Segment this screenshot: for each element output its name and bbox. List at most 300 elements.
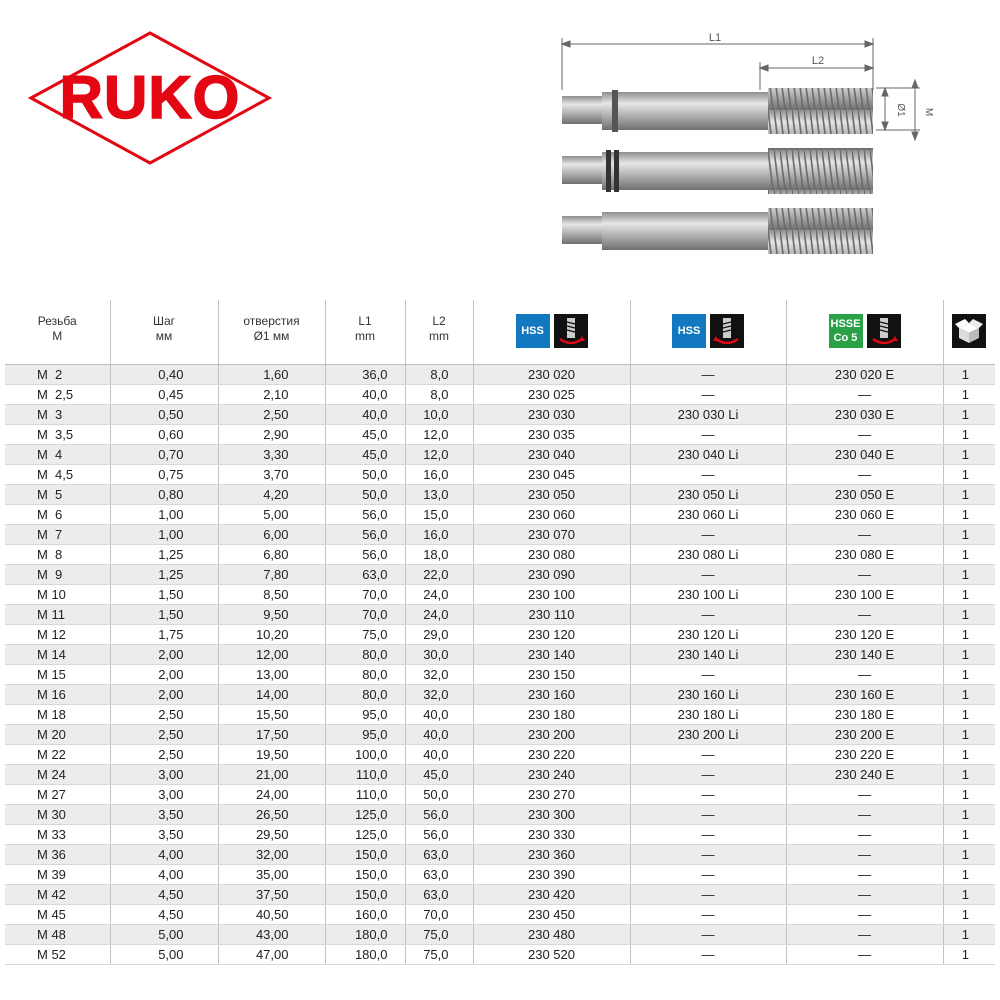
header-row: [5, 300, 995, 364]
hss-right-cell: 230 110: [473, 604, 630, 624]
hss-right-cell: 230 080: [473, 544, 630, 564]
thread-cell: M 3,5: [5, 424, 110, 444]
thread-cell: M 14: [5, 644, 110, 664]
table-row: [5, 624, 995, 644]
pack-qty-cell: 1: [943, 544, 995, 564]
hss-right-cell: 230 200: [473, 724, 630, 744]
hsse-co5-cell: —: [786, 864, 943, 884]
hss-left-cell: —: [630, 464, 786, 484]
hsse-co5-cell: —: [786, 824, 943, 844]
hss-left-cell: 230 080 Li: [630, 544, 786, 564]
pitch-cell: 0,50: [110, 404, 218, 424]
hsse-co5-cell: 230 160 E: [786, 684, 943, 704]
hss-right-cell: 230 220: [473, 744, 630, 764]
table-row: [5, 844, 995, 864]
hsse-co5-cell: 230 050 E: [786, 484, 943, 504]
table-row: [5, 384, 995, 404]
hole-cell: 13,00: [218, 664, 325, 684]
thread-cell: M 3: [5, 404, 110, 424]
l1-cell: 110,0: [325, 784, 405, 804]
l1-cell: 150,0: [325, 864, 405, 884]
ruko-logo: [28, 30, 272, 166]
pitch-cell: 1,25: [110, 544, 218, 564]
hss-left-cell: 230 050 Li: [630, 484, 786, 504]
hsse-co5-cell: 230 020 E: [786, 364, 943, 384]
pack-qty-cell: 1: [943, 384, 995, 404]
hss-left-cell: —: [630, 864, 786, 884]
pitch-cell: 4,00: [110, 844, 218, 864]
table-row: [5, 904, 995, 924]
table-row: [5, 544, 995, 564]
pitch-cell: 0,60: [110, 424, 218, 444]
pitch-cell: 0,70: [110, 444, 218, 464]
l1-cell: 40,0: [325, 384, 405, 404]
pitch-cell: 4,00: [110, 864, 218, 884]
pack-qty-cell: 1: [943, 744, 995, 764]
hss-left-cell: —: [630, 744, 786, 764]
hsse-co5-cell: —: [786, 884, 943, 904]
thread-cell: M 52: [5, 944, 110, 964]
hole-cell: 2,90: [218, 424, 325, 444]
hsse-co5-cell: 230 060 E: [786, 504, 943, 524]
hss-left-cell: —: [630, 784, 786, 804]
l2-cell: 13,0: [405, 484, 473, 504]
l2-cell: 10,0: [405, 404, 473, 424]
l1-cell: 45,0: [325, 444, 405, 464]
hss-badge: HSS: [672, 314, 706, 348]
thread-cell: M 33: [5, 824, 110, 844]
pitch-cell: 0,80: [110, 484, 218, 504]
hole-cell: 21,00: [218, 764, 325, 784]
pack-qty-cell: 1: [943, 784, 995, 804]
thread-cell: M 39: [5, 864, 110, 884]
l1-cell: 95,0: [325, 704, 405, 724]
pitch-cell: 5,00: [110, 924, 218, 944]
tap-table: [5, 300, 995, 965]
hss-right-cell: 230 390: [473, 864, 630, 884]
l2-cell: 75,0: [405, 944, 473, 964]
pack-qty-cell: 1: [943, 504, 995, 524]
hss-right-cell: 230 150: [473, 664, 630, 684]
pack-qty-cell: 1: [943, 444, 995, 464]
l1-cell: 56,0: [325, 524, 405, 544]
l1-cell: 56,0: [325, 544, 405, 564]
hole-cell: 9,50: [218, 604, 325, 624]
thread-cell: M 12: [5, 624, 110, 644]
hss-left-cell: —: [630, 944, 786, 964]
hsse-co5-cell: 230 120 E: [786, 624, 943, 644]
hsse-co5-cell: —: [786, 904, 943, 924]
header-hss-right: [473, 300, 630, 364]
l2-cell: 40,0: [405, 724, 473, 744]
l1-cell: 45,0: [325, 424, 405, 444]
hss-right-cell: 230 270: [473, 784, 630, 804]
thread-cell: M 15: [5, 664, 110, 684]
l1-cell: 36,0: [325, 364, 405, 384]
l2-cell: 16,0: [405, 524, 473, 544]
table-row: [5, 564, 995, 584]
pitch-cell: 1,25: [110, 564, 218, 584]
pack-qty-cell: 1: [943, 564, 995, 584]
thread-cell: M 2: [5, 364, 110, 384]
header-l1: L1 mm: [325, 300, 405, 364]
l1-cell: 40,0: [325, 404, 405, 424]
thread-cell: M 36: [5, 844, 110, 864]
box-icon: [952, 314, 986, 348]
pitch-cell: 0,45: [110, 384, 218, 404]
pitch-cell: 2,00: [110, 684, 218, 704]
l2-cell: 15,0: [405, 504, 473, 524]
l2-cell: 12,0: [405, 444, 473, 464]
table-row: [5, 704, 995, 724]
hss-left-cell: —: [630, 764, 786, 784]
hsse-co5-cell: —: [786, 944, 943, 964]
pack-qty-cell: 1: [943, 804, 995, 824]
l2-cell: 30,0: [405, 644, 473, 664]
hss-right-cell: 230 300: [473, 804, 630, 824]
pack-qty-cell: 1: [943, 604, 995, 624]
l2-cell: 8,0: [405, 364, 473, 384]
thread-cell: M 6: [5, 504, 110, 524]
hsse-co5-cell: —: [786, 564, 943, 584]
thread-cell: M 18: [5, 704, 110, 724]
pack-qty-cell: 1: [943, 464, 995, 484]
l1-cell: 80,0: [325, 644, 405, 664]
hss-right-cell: 230 045: [473, 464, 630, 484]
hss-right-cell: 230 420: [473, 884, 630, 904]
pitch-cell: 2,50: [110, 724, 218, 744]
tap-rotation-icon: [867, 314, 901, 348]
hss-left-cell: —: [630, 364, 786, 384]
pitch-cell: 3,00: [110, 784, 218, 804]
pack-qty-cell: 1: [943, 904, 995, 924]
l2-cell: 50,0: [405, 784, 473, 804]
tap-intermediate: [562, 148, 873, 194]
hsse-co5-cell: 230 240 E: [786, 764, 943, 784]
l1-cell: 75,0: [325, 624, 405, 644]
hole-cell: 10,20: [218, 624, 325, 644]
pack-qty-cell: 1: [943, 664, 995, 684]
thread-cell: M 22: [5, 744, 110, 764]
tap-plug: [562, 208, 873, 254]
l1-cell: 125,0: [325, 824, 405, 844]
pack-qty-cell: 1: [943, 704, 995, 724]
l1-cell: 70,0: [325, 604, 405, 624]
hole-cell: 2,50: [218, 404, 325, 424]
pitch-cell: 2,00: [110, 664, 218, 684]
l2-cell: 70,0: [405, 904, 473, 924]
pack-qty-cell: 1: [943, 584, 995, 604]
hole-cell: 4,20: [218, 484, 325, 504]
l1-cell: 180,0: [325, 924, 405, 944]
hole-cell: 43,00: [218, 924, 325, 944]
hss-right-cell: 230 120: [473, 624, 630, 644]
thread-cell: M 42: [5, 884, 110, 904]
l1-cell: 56,0: [325, 504, 405, 524]
hss-right-cell: 230 040: [473, 444, 630, 464]
thread-cell: M 45: [5, 904, 110, 924]
hole-cell: 1,60: [218, 364, 325, 384]
header-hss-left: [630, 300, 786, 364]
label-l2: L2: [811, 55, 825, 67]
hole-cell: 24,00: [218, 784, 325, 804]
hole-cell: 40,50: [218, 904, 325, 924]
table-row: [5, 724, 995, 744]
table-row: [5, 524, 995, 544]
table-row: [5, 404, 995, 424]
l1-cell: 180,0: [325, 944, 405, 964]
hsse-co5-cell: —: [786, 664, 943, 684]
header-thread: Резьба M: [5, 300, 110, 364]
l2-cell: 22,0: [405, 564, 473, 584]
table-row: [5, 644, 995, 664]
hsse-co5-cell: 230 030 E: [786, 404, 943, 424]
hole-cell: 26,50: [218, 804, 325, 824]
hsse-co5-cell: —: [786, 804, 943, 824]
hss-left-cell: 230 100 Li: [630, 584, 786, 604]
hss-right-cell: 230 180: [473, 704, 630, 724]
l1-cell: 125,0: [325, 804, 405, 824]
hss-right-cell: 230 360: [473, 844, 630, 864]
hole-cell: 14,00: [218, 684, 325, 704]
pack-qty-cell: 1: [943, 404, 995, 424]
pitch-cell: 2,00: [110, 644, 218, 664]
hsse-co5-cell: 230 080 E: [786, 544, 943, 564]
table-row: [5, 884, 995, 904]
hss-left-cell: 230 030 Li: [630, 404, 786, 424]
thread-cell: M 7: [5, 524, 110, 544]
hss-right-cell: 230 140: [473, 644, 630, 664]
tap-rotation-icon: [710, 314, 744, 348]
hss-left-cell: 230 140 Li: [630, 644, 786, 664]
table-row: [5, 944, 995, 964]
pack-qty-cell: 1: [943, 844, 995, 864]
pitch-cell: 1,50: [110, 584, 218, 604]
hss-right-cell: 230 050: [473, 484, 630, 504]
pack-qty-cell: 1: [943, 724, 995, 744]
hss-left-cell: —: [630, 924, 786, 944]
thread-cell: M 48: [5, 924, 110, 944]
l2-cell: 56,0: [405, 824, 473, 844]
hss-left-cell: —: [630, 604, 786, 624]
hss-left-cell: 230 120 Li: [630, 624, 786, 644]
hole-cell: 29,50: [218, 824, 325, 844]
hole-cell: 37,50: [218, 884, 325, 904]
hole-cell: 6,00: [218, 524, 325, 544]
hole-cell: 6,80: [218, 544, 325, 564]
l2-cell: 45,0: [405, 764, 473, 784]
thread-cell: M 11: [5, 604, 110, 624]
hss-left-cell: —: [630, 844, 786, 864]
hss-left-cell: 230 200 Li: [630, 724, 786, 744]
l2-cell: 29,0: [405, 624, 473, 644]
pitch-cell: 4,50: [110, 884, 218, 904]
l2-cell: 63,0: [405, 884, 473, 904]
l2-cell: 16,0: [405, 464, 473, 484]
hss-left-cell: 230 040 Li: [630, 444, 786, 464]
hole-cell: 15,50: [218, 704, 325, 724]
l1-cell: 50,0: [325, 484, 405, 504]
pack-qty-cell: 1: [943, 864, 995, 884]
l2-cell: 63,0: [405, 864, 473, 884]
l1-cell: 110,0: [325, 764, 405, 784]
hsse-co5-cell: —: [786, 424, 943, 444]
table-row: [5, 584, 995, 604]
l2-cell: 40,0: [405, 744, 473, 764]
table-row: [5, 504, 995, 524]
l2-cell: 32,0: [405, 664, 473, 684]
header-hsse-co5: [786, 300, 943, 364]
hss-left-cell: —: [630, 804, 786, 824]
l1-cell: 160,0: [325, 904, 405, 924]
table-row: [5, 664, 995, 684]
tap-taper: [562, 88, 873, 134]
hsse-co5-cell: 230 100 E: [786, 584, 943, 604]
pitch-cell: 1,50: [110, 604, 218, 624]
l1-cell: 150,0: [325, 844, 405, 864]
hsse-co5-cell: 230 220 E: [786, 744, 943, 764]
header-l2: L2 mm: [405, 300, 473, 364]
table-row: [5, 764, 995, 784]
pitch-cell: 4,50: [110, 904, 218, 924]
pitch-cell: 5,00: [110, 944, 218, 964]
table-row: [5, 444, 995, 464]
pitch-cell: 1,75: [110, 624, 218, 644]
table-row: [5, 464, 995, 484]
hss-left-cell: 230 180 Li: [630, 704, 786, 724]
pack-qty-cell: 1: [943, 684, 995, 704]
hsse-co5-cell: 230 200 E: [786, 724, 943, 744]
tap-rotation-icon: [554, 314, 588, 348]
thread-cell: M 16: [5, 684, 110, 704]
hsse-co5-cell: —: [786, 524, 943, 544]
l2-cell: 40,0: [405, 704, 473, 724]
pack-qty-cell: 1: [943, 924, 995, 944]
hole-cell: 2,10: [218, 384, 325, 404]
thread-cell: M 2,5: [5, 384, 110, 404]
hss-right-cell: 230 070: [473, 524, 630, 544]
l1-cell: 50,0: [325, 464, 405, 484]
table-row: [5, 924, 995, 944]
hss-badge: HSS: [516, 314, 550, 348]
l2-cell: 32,0: [405, 684, 473, 704]
hss-right-cell: 230 025: [473, 384, 630, 404]
hss-right-cell: 230 330: [473, 824, 630, 844]
pitch-cell: 0,40: [110, 364, 218, 384]
thread-cell: M 4,5: [5, 464, 110, 484]
hsse-co5-cell: —: [786, 384, 943, 404]
hss-left-cell: —: [630, 384, 786, 404]
thread-cell: M 24: [5, 764, 110, 784]
pack-qty-cell: 1: [943, 764, 995, 784]
hole-cell: 5,00: [218, 504, 325, 524]
hss-left-cell: 230 160 Li: [630, 684, 786, 704]
hss-left-cell: —: [630, 664, 786, 684]
l1-cell: 100,0: [325, 744, 405, 764]
pitch-cell: 3,50: [110, 824, 218, 844]
hss-right-cell: 230 520: [473, 944, 630, 964]
hss-right-cell: 230 030: [473, 404, 630, 424]
hss-left-cell: —: [630, 904, 786, 924]
l1-cell: 150,0: [325, 884, 405, 904]
hsse-co5-cell: —: [786, 784, 943, 804]
header-hole: отверстия Ø1 мм: [218, 300, 325, 364]
l1-cell: 70,0: [325, 584, 405, 604]
l2-cell: 12,0: [405, 424, 473, 444]
label-d1: Ø1: [895, 103, 906, 117]
l2-cell: 8,0: [405, 384, 473, 404]
hss-left-cell: —: [630, 884, 786, 904]
hole-cell: 19,50: [218, 744, 325, 764]
hole-cell: 47,00: [218, 944, 325, 964]
thread-cell: M 20: [5, 724, 110, 744]
hss-right-cell: 230 020: [473, 364, 630, 384]
pack-qty-cell: 1: [943, 524, 995, 544]
table-row: [5, 424, 995, 444]
hsse-co5-cell: —: [786, 464, 943, 484]
hss-right-cell: 230 450: [473, 904, 630, 924]
hsse-co5-cell: 230 040 E: [786, 444, 943, 464]
pack-qty-cell: 1: [943, 944, 995, 964]
hole-cell: 7,80: [218, 564, 325, 584]
table-row: [5, 784, 995, 804]
l2-cell: 75,0: [405, 924, 473, 944]
pitch-cell: 2,50: [110, 704, 218, 724]
pack-qty-cell: 1: [943, 824, 995, 844]
thread-cell: M 5: [5, 484, 110, 504]
hss-left-cell: —: [630, 824, 786, 844]
pitch-cell: 3,00: [110, 764, 218, 784]
hsse-co5-cell: —: [786, 604, 943, 624]
pitch-cell: 1,00: [110, 524, 218, 544]
l2-cell: 56,0: [405, 804, 473, 824]
l2-cell: 18,0: [405, 544, 473, 564]
hsse-co5-cell: —: [786, 844, 943, 864]
pitch-cell: 2,50: [110, 744, 218, 764]
hsse-co5-cell: 230 140 E: [786, 644, 943, 664]
pitch-cell: 3,50: [110, 804, 218, 824]
pack-qty-cell: 1: [943, 364, 995, 384]
l2-cell: 24,0: [405, 584, 473, 604]
table-row: [5, 604, 995, 624]
hss-right-cell: 230 100: [473, 584, 630, 604]
hole-cell: 12,00: [218, 644, 325, 664]
pitch-cell: 0,75: [110, 464, 218, 484]
pack-qty-cell: 1: [943, 644, 995, 664]
hss-right-cell: 230 035: [473, 424, 630, 444]
table-row: [5, 744, 995, 764]
label-m: M: [923, 107, 934, 117]
hole-cell: 3,70: [218, 464, 325, 484]
pack-qty-cell: 1: [943, 884, 995, 904]
hss-left-cell: —: [630, 524, 786, 544]
l2-cell: 24,0: [405, 604, 473, 624]
hss-right-cell: 230 480: [473, 924, 630, 944]
pitch-cell: 1,00: [110, 504, 218, 524]
table-row: [5, 824, 995, 844]
thread-cell: M 4: [5, 444, 110, 464]
l1-cell: 80,0: [325, 664, 405, 684]
hss-left-cell: —: [630, 424, 786, 444]
hsse-co5-badge: HSSE Co 5: [829, 314, 863, 348]
hole-cell: 8,50: [218, 584, 325, 604]
table-row: [5, 804, 995, 824]
hole-cell: 3,30: [218, 444, 325, 464]
pack-qty-cell: 1: [943, 624, 995, 644]
thread-cell: M 27: [5, 784, 110, 804]
hss-left-cell: 230 060 Li: [630, 504, 786, 524]
header-pitch: Шаг мм: [110, 300, 218, 364]
